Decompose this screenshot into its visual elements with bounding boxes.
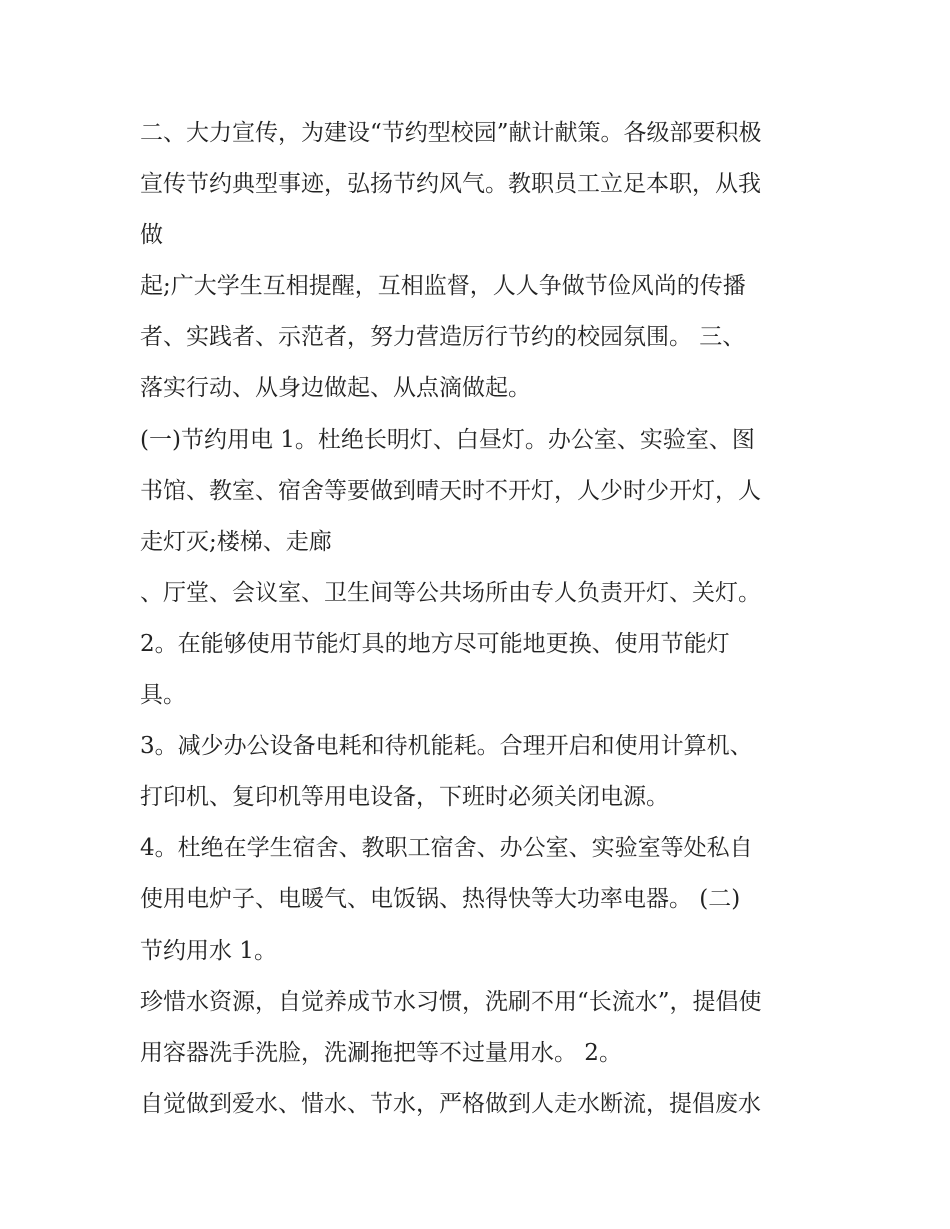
text-line: 3。减少办公设备电耗和待机能耗。合理开启和使用计算机、	[140, 733, 753, 760]
text-line: 、厅堂、会议室、卫生间等公共场所由专人负责开灯、关灯。	[140, 579, 761, 606]
text-line: 自觉做到爱水、惜水、节水，严格做到人走水断流，提倡废水	[140, 1090, 761, 1117]
text-line: 使用电炉子、电暖气、电饭锅、热得快等大功率电器。 (二)	[140, 886, 741, 913]
text-line: 用容器洗手洗脸，洗涮拖把等不过量用水。 2。	[140, 1039, 622, 1066]
text-line: (一)节约用电 1。杜绝长明灯、白昼灯。办公室、实验室、图	[140, 426, 755, 453]
text-line: 二、大力宣传，为建设“节约型校园”献计献策。各级部要积极	[140, 120, 762, 146]
text-line: 做	[140, 222, 163, 249]
text-line: 起;广大学生互相提醒，互相监督，人人争做节俭风尚的传播	[140, 273, 746, 300]
text-line: 走灯灭;楼梯、走廊	[140, 528, 332, 555]
text-line: 珍惜水资源，自觉养成节水习惯，洗刷不用“长流水”，提倡使	[140, 988, 762, 1015]
text-line: 2。在能够使用节能灯具的地方尽可能地更换、使用节能灯	[140, 630, 730, 657]
body-text	[140, 108, 820, 1130]
text-line: 落实行动、从身边做起、从点滴做起。	[140, 375, 531, 402]
text-line: 书馆、教室、宿舍等要做到晴天时不开灯，人少时少开灯，人	[140, 477, 761, 504]
text-line: 节约用水 1。	[140, 937, 277, 964]
text-line: 者、实践者、示范者，努力营造厉行节约的校园氛围。 三、	[140, 324, 746, 351]
text-line: 宣传节约典型事迹，弘扬节约风气。教职员工立足本职，从我	[140, 171, 761, 198]
text-line: 具。	[140, 682, 186, 709]
text-line: 打印机、复印机等用电设备，下班时必须关闭电源。	[140, 784, 669, 811]
text-line: 4。杜绝在学生宿舍、教职工宿舍、办公室、实验室等处私自	[140, 835, 753, 862]
